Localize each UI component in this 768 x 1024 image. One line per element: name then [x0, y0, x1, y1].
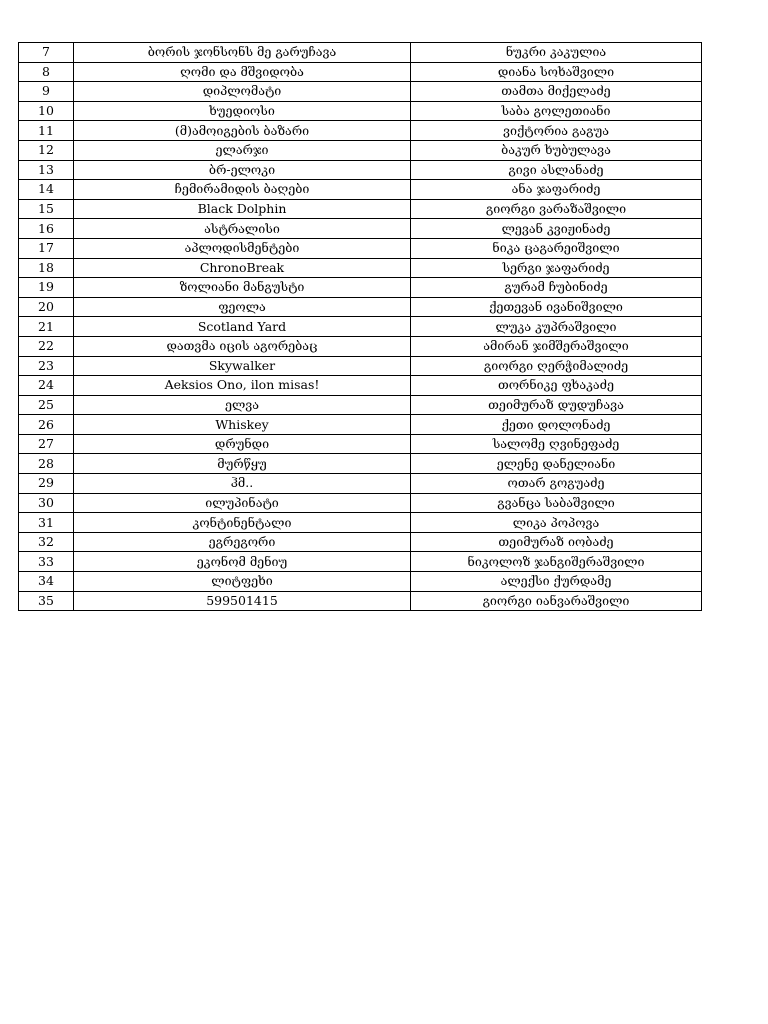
row-number-cell: 26	[19, 415, 74, 435]
person-name-cell: ელენე დანელიანი	[411, 454, 702, 474]
team-name-cell: კონტინენტალი	[74, 513, 411, 533]
team-name-cell: ღომი და მშვიდობა	[74, 62, 411, 82]
person-name-cell: თორნიკე ფხაკაძე	[411, 376, 702, 396]
team-name-cell: ასტრალისი	[74, 219, 411, 239]
team-name-cell: ფეოლა	[74, 297, 411, 317]
person-name-cell: გვანცა საბაშვილი	[411, 493, 702, 513]
row-number-cell: 32	[19, 532, 74, 552]
table-row	[19, 121, 702, 141]
person-name-cell: ნიკოლოზ ჯანგიშერაშვილი	[411, 552, 702, 572]
row-number-cell: 7	[19, 43, 74, 63]
team-name-cell: 599501415	[74, 591, 411, 611]
team-name-cell: ეკონომ მენიუ	[74, 552, 411, 572]
row-number-cell: 24	[19, 376, 74, 396]
row-number-cell: 10	[19, 101, 74, 121]
row-number-cell: 13	[19, 160, 74, 180]
team-name-cell: დრუნდი	[74, 434, 411, 454]
table-row	[19, 454, 702, 474]
person-name-cell: ქეთი დოლონაძე	[411, 415, 702, 435]
table-row	[19, 199, 702, 219]
team-name-cell: Black Dolphin	[74, 199, 411, 219]
person-name-cell: ამირან ჯიმშერაშვილი	[411, 336, 702, 356]
spreadsheet-page	[18, 42, 700, 611]
person-name-cell: გიორგი იანვარაშვილი	[411, 591, 702, 611]
person-name-cell: დიანა სოხაშვილი	[411, 62, 702, 82]
person-name-cell: ბაკურ ხუბულავა	[411, 140, 702, 160]
table-body	[19, 43, 702, 611]
table-row	[19, 434, 702, 454]
table-row	[19, 278, 702, 298]
team-name-cell: დიპლომატი	[74, 82, 411, 102]
row-number-cell: 22	[19, 336, 74, 356]
row-number-cell: 17	[19, 238, 74, 258]
team-name-cell: ილუპინატი	[74, 493, 411, 513]
table-row	[19, 317, 702, 337]
row-number-cell: 33	[19, 552, 74, 572]
table-row	[19, 43, 702, 63]
row-number-cell: 30	[19, 493, 74, 513]
row-number-cell: 18	[19, 258, 74, 278]
row-number-cell: 11	[19, 121, 74, 141]
person-name-cell: ვიქტორია გაგუა	[411, 121, 702, 141]
team-name-cell: ჩემირამიდის ბაღები	[74, 180, 411, 200]
team-name-cell: ლიტფეხი	[74, 572, 411, 592]
table-row	[19, 101, 702, 121]
row-number-cell: 27	[19, 434, 74, 454]
table-row	[19, 591, 702, 611]
row-number-cell: 21	[19, 317, 74, 337]
row-number-cell: 34	[19, 572, 74, 592]
participants-table	[18, 42, 702, 611]
table-row	[19, 62, 702, 82]
person-name-cell: გურამ ჩუბინიძე	[411, 278, 702, 298]
table-row	[19, 356, 702, 376]
person-name-cell: ანა ჯაფარიძე	[411, 180, 702, 200]
table-row	[19, 258, 702, 278]
row-number-cell: 20	[19, 297, 74, 317]
team-name-cell: ეგრეგორი	[74, 532, 411, 552]
team-name-cell: (მ)ამოიგების ბაზარი	[74, 121, 411, 141]
row-number-cell: 28	[19, 454, 74, 474]
row-number-cell: 16	[19, 219, 74, 239]
person-name-cell: თეიმურაზ იობაძე	[411, 532, 702, 552]
person-name-cell: გიორგი ვარაზაშვილი	[411, 199, 702, 219]
team-name-cell: ელვა	[74, 395, 411, 415]
person-name-cell: ქეთევან ივანიშვილი	[411, 297, 702, 317]
table-row	[19, 572, 702, 592]
person-name-cell: ლევან კვიჟინაძე	[411, 219, 702, 239]
person-name-cell: საბა გოლეთიანი	[411, 101, 702, 121]
row-number-cell: 9	[19, 82, 74, 102]
person-name-cell: სერგი ჯაფარიძე	[411, 258, 702, 278]
team-name-cell: Skywalker	[74, 356, 411, 376]
team-name-cell: Aeksios Ono, ilon misas!	[74, 376, 411, 396]
team-name-cell: მურწყუ	[74, 454, 411, 474]
table-row	[19, 474, 702, 494]
row-number-cell: 23	[19, 356, 74, 376]
table-row	[19, 376, 702, 396]
person-name-cell: ლუკა კუპრაშვილი	[411, 317, 702, 337]
row-number-cell: 31	[19, 513, 74, 533]
table-row	[19, 493, 702, 513]
person-name-cell: სალომე ღვინეფაძე	[411, 434, 702, 454]
table-row	[19, 513, 702, 533]
row-number-cell: 29	[19, 474, 74, 494]
team-name-cell: ელარჯი	[74, 140, 411, 160]
row-number-cell: 12	[19, 140, 74, 160]
person-name-cell: თამთა მიქელაძე	[411, 82, 702, 102]
person-name-cell: თეიმურაზ დუდუჩავა	[411, 395, 702, 415]
row-number-cell: 25	[19, 395, 74, 415]
row-number-cell: 8	[19, 62, 74, 82]
team-name-cell: Whiskey	[74, 415, 411, 435]
table-row	[19, 160, 702, 180]
table-row	[19, 82, 702, 102]
person-name-cell: ოთარ გოგუაძე	[411, 474, 702, 494]
table-row	[19, 552, 702, 572]
person-name-cell: ლიკა პოპოვა	[411, 513, 702, 533]
table-row	[19, 140, 702, 160]
table-row	[19, 219, 702, 239]
team-name-cell: აპლოდისმენტები	[74, 238, 411, 258]
team-name-cell: ჰმ..	[74, 474, 411, 494]
team-name-cell: ზოლიანი მანგუსტი	[74, 278, 411, 298]
table-row	[19, 238, 702, 258]
team-name-cell: დათვმა იცის აგორებაც	[74, 336, 411, 356]
person-name-cell: ნუკრი კაკულია	[411, 43, 702, 63]
row-number-cell: 15	[19, 199, 74, 219]
table-row	[19, 395, 702, 415]
team-name-cell: ხუედიოსი	[74, 101, 411, 121]
row-number-cell: 35	[19, 591, 74, 611]
table-row	[19, 415, 702, 435]
team-name-cell: ბორის ჯონსონს მე გარუჩავა	[74, 43, 411, 63]
table-row	[19, 532, 702, 552]
team-name-cell: Scotland Yard	[74, 317, 411, 337]
table-row	[19, 180, 702, 200]
team-name-cell: ბრ-ელოკი	[74, 160, 411, 180]
row-number-cell: 14	[19, 180, 74, 200]
person-name-cell: გივი ასლანაძე	[411, 160, 702, 180]
row-number-cell: 19	[19, 278, 74, 298]
table-row	[19, 297, 702, 317]
person-name-cell: გიორგი ღერჭიმალიძე	[411, 356, 702, 376]
table-row	[19, 336, 702, 356]
team-name-cell: ChronoBreak	[74, 258, 411, 278]
person-name-cell: ალექსი ქურდამე	[411, 572, 702, 592]
person-name-cell: ნიკა ცაგარეიშვილი	[411, 238, 702, 258]
